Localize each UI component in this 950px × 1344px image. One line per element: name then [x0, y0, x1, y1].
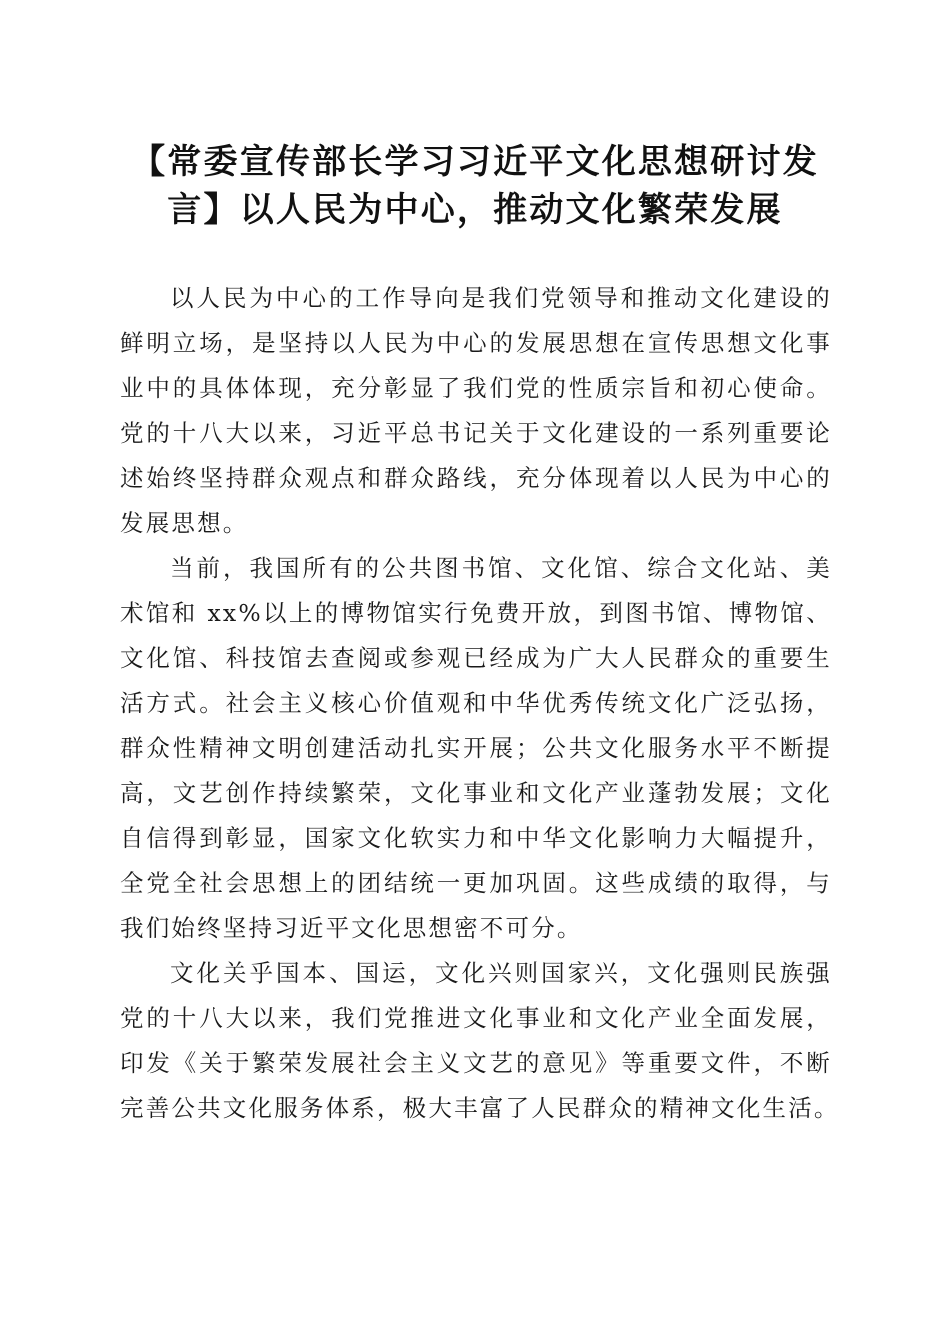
document-title	[120, 138, 830, 234]
paragraph-line: 全党全社会思想上的团结统一更加巩固。这些成绩的取得，与	[120, 869, 832, 897]
document-body	[120, 276, 840, 1131]
paragraph-line: 发展思想。	[120, 509, 249, 537]
paragraph-line: 完善公共文化服务体系，极大丰富了人民群众的精神文化生活。	[120, 1094, 840, 1122]
paragraph-line: 述始终坚持群众观点和群众路线，充分体现着以人民为中心的	[120, 464, 832, 492]
paragraph-line: 当前，我国所有的公共图书馆、文化馆、综合文化站、美	[170, 554, 832, 582]
paragraph-line: 党的十八大以来，我们党推进文化事业和文化产业全面发展，	[120, 1004, 832, 1032]
paragraph-line: 印发《关于繁荣发展社会主义文艺的意见》等重要文件，不断	[120, 1049, 832, 1077]
paragraph-line: 党的十八大以来，习近平总书记关于文化建设的一系列重要论	[120, 419, 832, 447]
paragraph-line: 高，文艺创作持续繁荣，文化事业和文化产业蓬勃发展；文化	[120, 779, 832, 807]
paragraph-1	[120, 276, 832, 546]
paragraph-2	[120, 546, 832, 951]
paragraph-line: 文化馆、科技馆去查阅或参观已经成为广大人民群众的重要生	[120, 644, 832, 672]
paragraph-line: 活方式。社会主义核心价值观和中华优秀传统文化广泛弘扬，	[120, 689, 832, 717]
title-line-2: 言】以人民为中心，推动文化繁荣发展	[167, 190, 783, 230]
paragraph-line: 我们始终坚持习近平文化思想密不可分。	[120, 914, 583, 942]
paragraph-line: 业中的具体体现，充分彰显了我们党的性质宗旨和初心使命。	[120, 374, 832, 402]
paragraph-line: 自信得到彰显，国家文化软实力和中华文化影响力大幅提升，	[120, 824, 832, 852]
paragraph-line: 群众性精神文明创建活动扎实开展；公共文化服务水平不断提	[120, 734, 832, 762]
paragraph-3	[120, 951, 840, 1131]
paragraph-line: 鲜明立场，是坚持以人民为中心的发展思想在宣传思想文化事	[120, 329, 832, 357]
paragraph-line: 以人民为中心的工作导向是我们党领导和推动文化建设的	[170, 284, 832, 312]
paragraph-line: 术馆和 xx%以上的博物馆实行免费开放，到图书馆、博物馆、	[120, 599, 832, 627]
paragraph-line: 文化关乎国本、国运，文化兴则国家兴，文化强则民族强	[170, 959, 832, 987]
title-line-1: 【常委宣传部长学习习近平文化思想研讨发	[131, 142, 819, 182]
